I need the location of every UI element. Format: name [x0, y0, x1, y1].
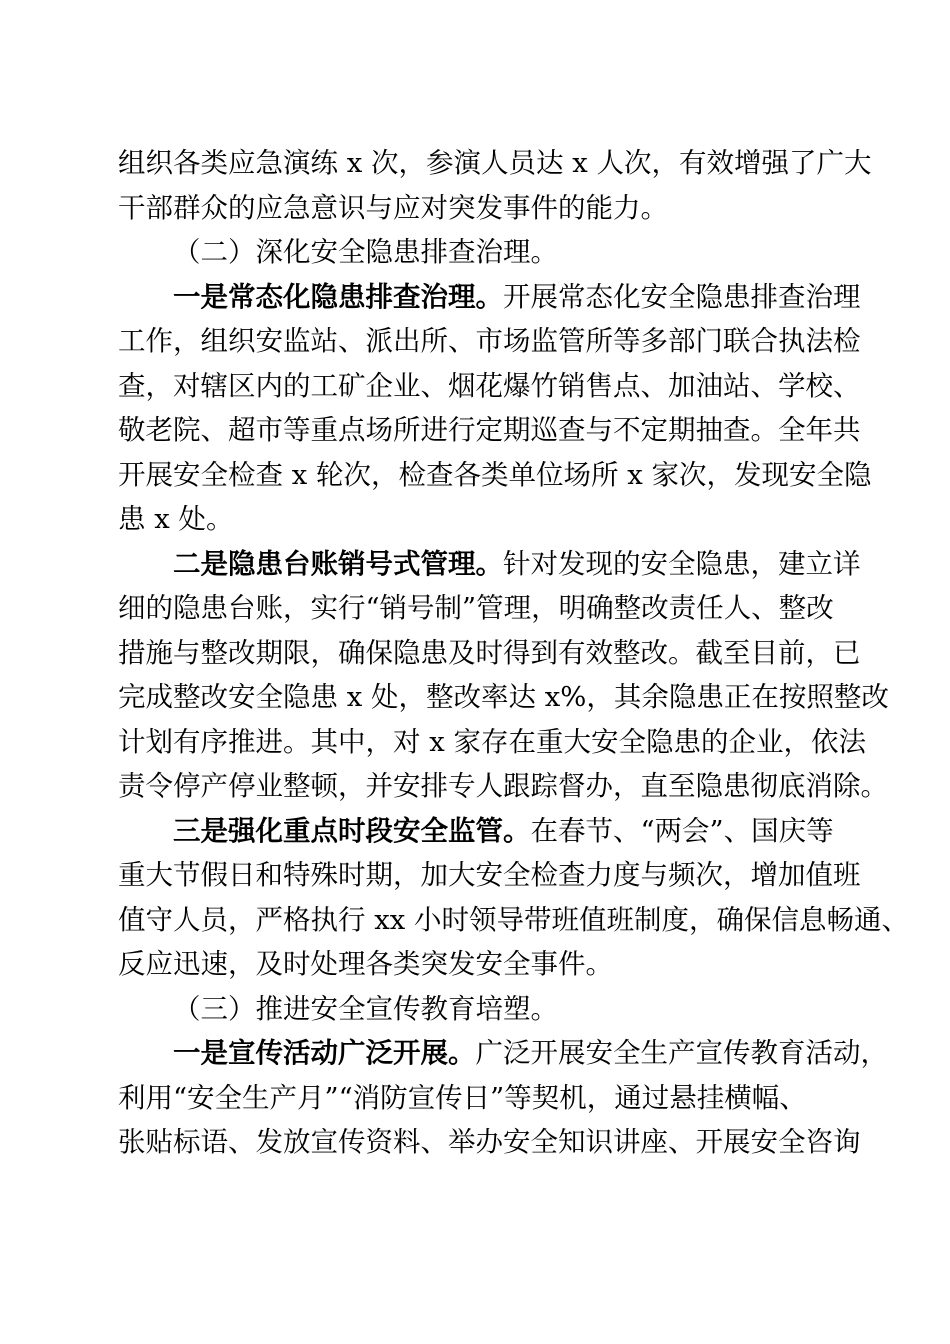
text-line: 重大节假日和特殊时期，加大安全检查力度与频次，增加值班 — [118, 859, 861, 891]
text-line: 工作，组织安监站、派出所、市场监管所等多部门联合执法检 — [118, 325, 861, 357]
paragraph-text: 开展常态化安全隐患排查治理 — [503, 280, 861, 313]
paragraph-first-line — [118, 1031, 888, 1076]
paragraph-lead: 一是常态化隐患排查治理。 — [173, 280, 503, 313]
text-line: 措施与整改期限，确保隐患及时得到有效整改。截至目前，已 — [118, 636, 861, 669]
paragraph-first-line — [118, 275, 861, 320]
text-line: 利用“安全生产月”“消防宣传日”等契机，通过悬挂横幅、 — [118, 1081, 807, 1114]
paragraph-lead: 二是隐患台账销号式管理。 — [173, 547, 503, 580]
section-heading: （三）推进安全宣传教育培塑。 — [173, 992, 558, 1025]
paragraph-lead: 三是强化重点时段安全监管。 — [173, 814, 531, 847]
text-line: 敬老院、超市等重点场所进行定期巡查与不定期抽查。全年共 — [118, 414, 861, 446]
section-heading: （二）深化安全隐患排查治理。 — [173, 236, 558, 268]
text-line: 干部群众的应急意识与应对突发事件的能力。 — [118, 191, 668, 224]
text-line: 患 x 处。 — [118, 503, 234, 535]
text-line: 开展安全检查 x 轮次，检查各类单位场所 x 家次，发现安全隐 — [118, 458, 872, 491]
paragraph-text: 在春节、“两会”、国庆等 — [530, 814, 834, 847]
text-line: 张贴标语、发放宣传资料、举办安全知识讲座、开展安全咨询 — [118, 1126, 861, 1158]
paragraph-first-line — [118, 809, 836, 854]
paragraph-lead: 一是宣传活动广泛开展。 — [173, 1037, 476, 1069]
text-line: 完成整改安全隐患 x 处，整改率达 x%，其余隐患正在按照整改 — [118, 681, 889, 713]
text-line: 组织各类应急演练 x 次，参演人员达 x 人次，有效增强了广大 — [118, 147, 872, 179]
paragraph-first-line — [118, 542, 861, 587]
document-page — [118, 141, 909, 1165]
text-line: 细的隐患台账，实行“销号制”管理，明确整改责任人、整改 — [118, 592, 834, 624]
text-line: 责令停产停业整顿，并安排专人跟踪督办，直至隐患彻底消除。 — [118, 770, 888, 802]
text-line: 反应迅速，及时处理各类突发安全事件。 — [118, 948, 613, 980]
paragraph-text: 针对发现的安全隐患，建立详 — [503, 547, 861, 580]
paragraph-text: 广泛开展安全生产宣传教育活动， — [475, 1037, 888, 1069]
text-line: 查，对辖区内的工矿企业、烟花爆竹销售点、加油站、学校、 — [118, 369, 861, 402]
text-line: 值守人员，严格执行 xx 小时领导带班值班制度，确保信息畅通、 — [118, 903, 909, 936]
text-line: 计划有序推进。其中，对 x 家存在重大安全隐患的企业，依法 — [118, 725, 866, 758]
